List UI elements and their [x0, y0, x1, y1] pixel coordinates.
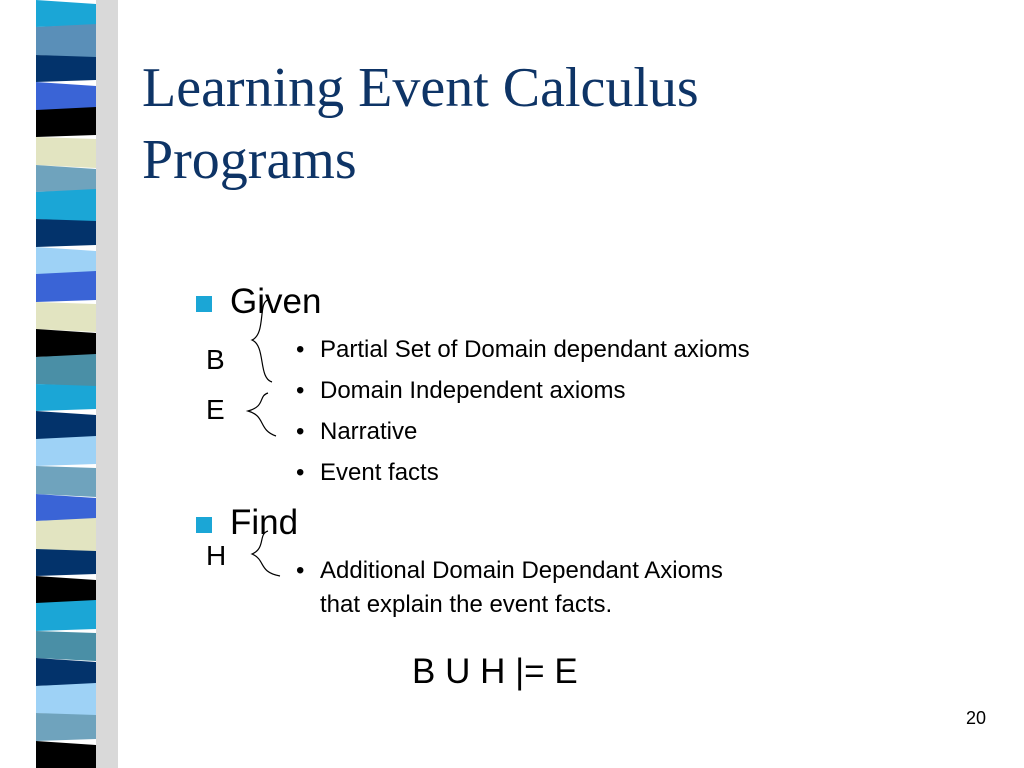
stripe-band	[36, 24, 96, 58]
formula: B U H |= E	[412, 652, 578, 691]
given-item-1: Partial Set of Domain dependant axioms	[320, 336, 750, 363]
slide-title	[142, 52, 1002, 196]
find-item-line-2: that explain the event facts.	[320, 591, 613, 618]
stripe-band	[36, 302, 96, 332]
bullet-square-icon	[196, 296, 212, 312]
find-heading: Find	[230, 503, 299, 542]
stripe-band	[36, 466, 96, 497]
stripe-band	[36, 354, 96, 387]
stripe-band	[36, 137, 96, 168]
stripe-band	[36, 107, 96, 137]
bullet-dot: •	[296, 459, 305, 486]
label-b: B	[206, 344, 225, 375]
given-heading: Given	[230, 282, 322, 321]
page-number: 20	[966, 708, 987, 728]
stripe-band	[36, 518, 96, 552]
decorative-stripe-bar	[0, 0, 120, 768]
title-line-1: Learning Event Calculus	[142, 57, 699, 119]
title-line-2: Programs	[142, 129, 357, 191]
given-item-2: Domain Independent axioms	[320, 377, 626, 404]
stripe-band	[36, 436, 96, 466]
stripe-band	[36, 631, 96, 661]
bullet-dot: •	[296, 377, 305, 404]
stripe-shadow	[96, 0, 118, 768]
stripe-band	[36, 55, 96, 82]
find-item-line-1: Additional Domain Dependant Axioms	[320, 557, 723, 584]
stripe-band	[36, 165, 96, 192]
label-h: H	[206, 540, 227, 571]
bullet-dot: •	[296, 557, 305, 584]
stripe-band	[36, 219, 96, 247]
stripe-band	[36, 741, 96, 768]
stripe-band	[36, 713, 96, 741]
stripe-band	[36, 329, 96, 357]
stripe-band	[36, 549, 96, 576]
stripe-band	[36, 600, 96, 631]
brace-e-icon	[248, 393, 276, 436]
stripe-band	[36, 271, 96, 302]
given-item-3: Narrative	[320, 418, 418, 445]
stripe-band	[36, 384, 96, 411]
stripe-band	[36, 658, 96, 686]
bullet-dot: •	[296, 336, 305, 363]
stripe-band	[36, 0, 96, 27]
bullet-square-icon	[196, 517, 212, 533]
stripe-band	[36, 189, 96, 222]
given-item-4: Event facts	[320, 459, 439, 486]
label-e: E	[206, 394, 225, 425]
stripe-band	[36, 494, 96, 521]
stripe-band	[36, 683, 96, 716]
bullet-dot: •	[296, 418, 305, 445]
